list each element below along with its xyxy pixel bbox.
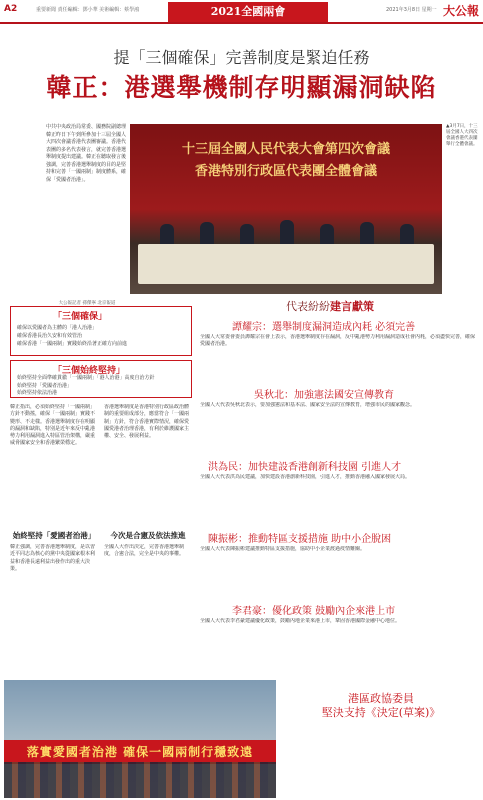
rep-headline-1: 譚耀宗：選舉制度漏洞造成內耗 必須完善 bbox=[232, 322, 416, 333]
article-column-2b: 全國人大作出決定，完善香港選舉制度，合憲合法，完全是中央的事權。 bbox=[104, 544, 185, 558]
list-item: 始終堅持全面準確貫徹「一國兩制」「港人治港」高度自治方針 bbox=[17, 375, 155, 381]
bottom-photo bbox=[4, 680, 276, 798]
crowd-figures bbox=[4, 762, 276, 798]
photo-backdrop-title-2: 香港特別行政區代表團全體會議 bbox=[194, 164, 377, 179]
ribbon-bold: 建言獻策 bbox=[330, 300, 374, 313]
rep-headline-3: 洪為民：加快建設香港創新科技園 引進人才 bbox=[208, 462, 402, 473]
column-subheading: 始終堅持「愛國者治港」 bbox=[12, 531, 96, 540]
page-header bbox=[0, 0, 483, 24]
photo-caption: ▲3月7日，十三屆全國人大四次會議香港代表團舉行全體會議。 bbox=[446, 124, 478, 147]
list-item: 確保香港長治久安和有效管治 bbox=[17, 333, 83, 339]
box-subtitle: 堅決支持《決定(草案)》 bbox=[321, 706, 441, 719]
rep-headline-2: 吳秋北：加強憲法國安宣傳教育 bbox=[254, 390, 394, 401]
list-item: 始終堅持「愛國者治港」 bbox=[17, 382, 73, 389]
rep-headline-4: 陳振彬：推動特區支援措施 助中小企脫困 bbox=[208, 534, 392, 545]
main-headline: 韓正：港選舉機制存明顯漏洞缺陷 bbox=[46, 73, 437, 102]
rep-body-1: 全國人大常委會委員譚耀宗在會上表示，香港選舉制度存在漏洞，反中亂港勢力利用漏洞造成社會內耗，必須盡快完善，確保愛國者治港。 bbox=[200, 334, 476, 348]
rep-body-3: 全國人大代表洪為民建議，加快建設香港創新科技園，引進人才，推動香港融入國家發展大局。 bbox=[200, 474, 411, 480]
meeting-table bbox=[138, 244, 434, 284]
photo-backdrop-title-1: 十三屆全國人民代表大會第四次會議 bbox=[181, 142, 390, 157]
rep-headline-5: 李君豪：優化政策 鼓勵內企來港上市 bbox=[232, 606, 396, 617]
list-item: 確保以愛國者為主體的「港人治港」 bbox=[17, 325, 98, 331]
article-column-1b: 韓正強調，完善香港選舉制度，是以習近平同志為核心的黨中央從國家根本利益和香港長遠利益出發作出的重大決策。 bbox=[10, 544, 96, 572]
rep-body-5: 全國人大代表李君豪建議優化政策，鼓勵內地企業來港上市，鞏固香港國際金融中心地位。 bbox=[200, 618, 401, 624]
lead-credit: 大公報記者 孫傑寧 北京報道 bbox=[58, 301, 116, 306]
newspaper-logo: 大公報 bbox=[442, 4, 479, 18]
section-ribbon bbox=[230, 298, 430, 314]
main-photo bbox=[130, 124, 442, 294]
page-number: A2 bbox=[4, 4, 18, 14]
column-subheading: 今次是合憲及依法推進 bbox=[110, 531, 186, 540]
sub-headline: 提「三個確保」完善制度是緊迫任務 bbox=[113, 48, 370, 67]
photo-banner: 落實愛國者治港 確保一國兩制行穩致遠 bbox=[4, 740, 276, 764]
box-title: 港區政協委員 bbox=[348, 692, 414, 705]
list-item: 確保香港「一國兩制」實踐始終沿著正確方向前進 bbox=[17, 341, 128, 347]
lead-paragraph: 中共中央政治局常委、國務院副總理韓正昨日下午到所參加十三屆全國人大四次會議香港代表團審議。香港代表團的多名代表發言，就完善香港選舉制度提出建議。韓正在聽取發言後強調，完善香港選舉制度的目的是堅持和完善「一國兩制」制度體系，確保「愛國者治港」。 bbox=[46, 124, 127, 183]
three-insists-box bbox=[10, 360, 192, 398]
box-title: 「三個確保」 bbox=[53, 312, 108, 322]
box-title: 「三個始終堅持」 bbox=[53, 366, 126, 376]
three-ensures-box bbox=[10, 306, 192, 356]
person-figure bbox=[280, 220, 294, 246]
article-column-2: 香港選舉制度是香港特別行政區政治體制的重要組成部分，應當符合「一國兩制」方針，符合香港實際情況，確保愛國愛港者治理香港，有利於維護國家主權、安全、發展利益。 bbox=[104, 404, 190, 440]
issue-date: 2021年3月8日 星期一 bbox=[386, 7, 437, 13]
ribbon-prefix: 代表紛紛 bbox=[286, 300, 330, 313]
rep-body-2: 全國人大代表吳秋北表示，要加強憲法和基本法、國家安全法的宣傳教育，增強市民的國家觀念。 bbox=[200, 402, 416, 408]
rep-body-4: 全國人大代表陳振彬建議推動特區支援措施，協助中小企業渡過疫情難關。 bbox=[200, 546, 366, 552]
article-column-1: 韓正指出，必須始終堅持「一國兩制」方針不動搖，確保「一國兩制」實踐不變形、不走樣。香港選舉制度存在明顯的漏洞和缺陷，特別是近年來反中亂港勢力利用漏洞進入特區管治架構，嚴重威脅國家安全和香港繁榮穩定。 bbox=[10, 404, 96, 447]
section-banner: 2021全國兩會 bbox=[168, 2, 328, 22]
list-item: 始終堅持依法治港 bbox=[17, 390, 58, 396]
section-label: 重要新聞 責任編輯：鄧小華 美術編輯：蔡學鴻 bbox=[36, 7, 140, 13]
